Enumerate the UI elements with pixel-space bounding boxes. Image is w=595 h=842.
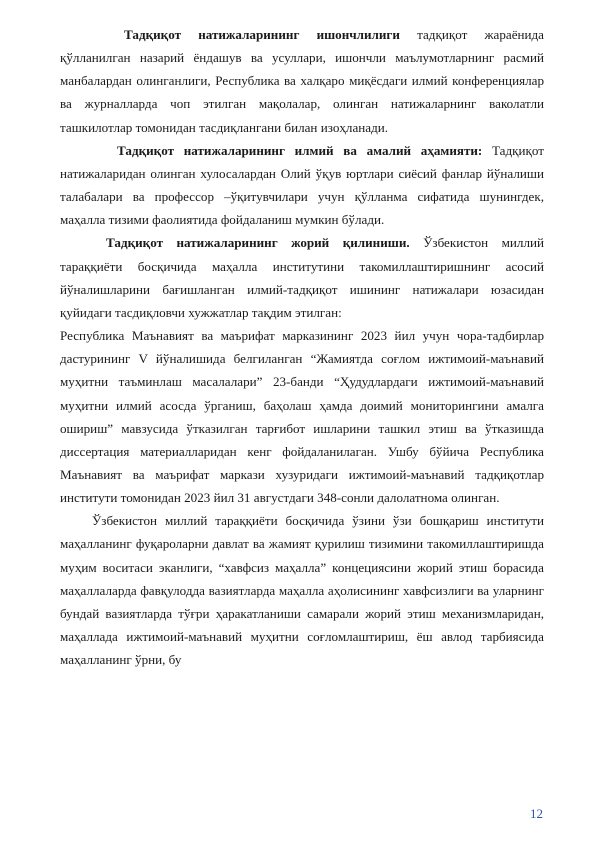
paragraph-text: Республика Маънавият ва маърифат марказининг 2023 йил учун чора-тадбирлар дастурининг V йўналишида белгиланган “Жамиятда соғлом ижтимоий-маънавий муҳитни таъминлаш масалалари” 23-банди “Ҳудудлардаги ижтимоий-маънавий муҳитни илмий асосда ўрганиш, баҳолаш ҳамда доимий мониторингини амалга ошириш” мавзусида ўтказилган тарғибот ишларини ташкил этиш ва ўтказишда диссертация материалларидан кенг фойдаланилаган. Ушбу бўйича Республика Маънавият ва маърифат маркази хузуридаги ижтимоий-маънавий тадқиқотлар институти томонидан 2023 йил 31 августдаги 348-сонли далолатнома олинган.	[60, 328, 544, 506]
paragraph-text: Ўзбекистон миллий тараққиёти босқичида маҳалла институтини такомиллаштиришнинг асосий йўналишларини бағишланган илмий-тадқиқот ишининг натижалари юзасидан қуйидаги тасдиқловчи хужжатлар тақдим этилган:	[60, 235, 545, 320]
document-page	[60, 23, 544, 671]
paragraph-implementation	[60, 231, 544, 324]
paragraph-reliability	[60, 23, 544, 139]
paragraph-text: Тадқиқот натижаларидан олинган хулосалардан Олий ўқув юртлари сиёсий фанлар йўналиши талабалари ва профессор –ўқитувчилари учун қўлланма сифатида шунингдек, маҳалла тизими фаолиятида фойдаланиш мумкин бўлади.	[60, 142, 544, 228]
paragraph-text: тадқиқот жараёнида қўлланилган назарий ёндашув ва усуллари, ишончли маълумотларнинг расмий манбалардан олинганлиги, Республика ва халқаро миқёсдаги илмий конференциялар ва журналларда чоп этилган мақолалар, олинган натижаларнинг ваколатли ташкилотлар томонидан тасдиқлангани билан изоҳланади.	[60, 27, 544, 135]
paragraph-lead: Тадқиқот натижаларининг ишончлилиги	[124, 27, 400, 42]
paragraph-lead: Тадқиқот натижаларининг илмий ва амалий аҳамияти:	[117, 142, 483, 158]
page-number: 12	[530, 806, 543, 821]
paragraph-program	[60, 324, 544, 509]
paragraph-text: Ўзбекистон миллий тараққиёти босқичида ўзини ўзи бошқариш институти маҳалланинг фуқароларни давлат ва жамият қурилиш тизимини такомиллаштиришда муҳим воситаси эканлиги, “хавфсиз маҳалла” концецияcини жорий этиш борасида маҳаллаларда фавқулодда вазиятларда маҳалла аҳолисининг хавфсизлиги ва уларнинг бундай вазиятларда тўғри ҳаракатланиши самарали жорий этиш механизмларидан, маҳаллада ижтимоий-маънавий муҳитни соғломлаштириш, ёш авлод тарбиясида маҳалланинг ўрни, бу	[60, 513, 544, 668]
paragraph-significance	[60, 139, 544, 232]
paragraph-mahalla	[60, 509, 544, 671]
paragraph-lead: Тадқиқот натижаларининг жорий қилиниши.	[106, 235, 410, 251]
